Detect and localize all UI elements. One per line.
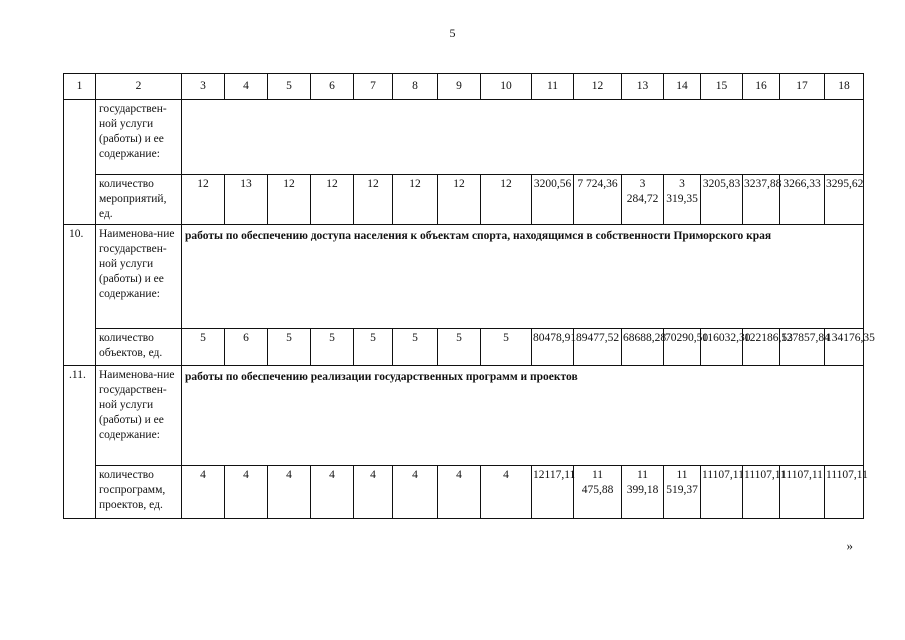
value-cell: 4 bbox=[311, 466, 354, 519]
metric-label: количество мероприятий, ед. bbox=[96, 175, 182, 225]
value-cell: 127857,84 bbox=[780, 329, 825, 366]
value-cell: 3237,88 bbox=[743, 175, 780, 225]
value-cell: 5 bbox=[311, 329, 354, 366]
value-cell: 11107,11 bbox=[825, 466, 864, 519]
value-cell: 5 bbox=[182, 329, 225, 366]
header-cell: 1 bbox=[64, 74, 96, 100]
value-cell: 4 bbox=[481, 466, 532, 519]
value-cell: 4 bbox=[182, 466, 225, 519]
service-label: Наименова-ние государствен-ной услуги (работы) и ее содержание: bbox=[96, 225, 182, 329]
header-cell: 11 bbox=[532, 74, 574, 100]
table-row bbox=[64, 100, 864, 175]
value-cell: 11107,11 bbox=[743, 466, 780, 519]
value-cell: 12 bbox=[354, 175, 393, 225]
service-label: Наименова-ние государствен-ной услуги (работы) и ее содержание: bbox=[96, 366, 182, 466]
header-cell: 12 bbox=[574, 74, 622, 100]
header-cell: 6 bbox=[311, 74, 354, 100]
value-cell: 4 bbox=[438, 466, 481, 519]
value-cell: 5 bbox=[268, 329, 311, 366]
work-name: работы по обеспечению доступа населения к объектам спорта, находящимся в собственности Приморского края bbox=[182, 225, 864, 329]
table-row bbox=[64, 366, 864, 466]
value-cell: 5 bbox=[481, 329, 532, 366]
state-services-table bbox=[63, 73, 875, 519]
row-index-cell bbox=[64, 100, 96, 225]
value-cell: 12 bbox=[268, 175, 311, 225]
value-cell: 11 475,88 bbox=[574, 466, 622, 519]
table-row bbox=[64, 225, 864, 329]
value-cell: 3266,33 bbox=[780, 175, 825, 225]
header-cell: 18 bbox=[825, 74, 864, 100]
page-number: 5 bbox=[449, 26, 456, 40]
value-cell: 12 bbox=[438, 175, 481, 225]
value-cell: 13 bbox=[225, 175, 268, 225]
closing-quote: » bbox=[846, 538, 853, 553]
table-row bbox=[64, 175, 864, 225]
value-cell: 89477,52 bbox=[574, 329, 622, 366]
value-cell: 3200,56 bbox=[532, 175, 574, 225]
header-cell: 8 bbox=[393, 74, 438, 100]
value-cell: 3 284,72 bbox=[622, 175, 664, 225]
value-cell: 4 bbox=[393, 466, 438, 519]
work-name: работы по обеспечению реализации государственных программ и проектов bbox=[182, 366, 864, 466]
header-cell: 4 bbox=[225, 74, 268, 100]
row-index: 10. bbox=[64, 225, 96, 366]
value-cell: 12 bbox=[393, 175, 438, 225]
value-cell: 12 bbox=[311, 175, 354, 225]
value-cell: 4 bbox=[268, 466, 311, 519]
table-row bbox=[64, 466, 864, 519]
value-cell: 12117,11 bbox=[532, 466, 574, 519]
header-cell: 7 bbox=[354, 74, 393, 100]
value-cell: 12 bbox=[182, 175, 225, 225]
header-cell: 16 bbox=[743, 74, 780, 100]
value-cell: 4 bbox=[225, 466, 268, 519]
value-cell: 134176,35 bbox=[825, 329, 864, 366]
value-cell: 116032,30 bbox=[701, 329, 743, 366]
service-label: государствен-ной услуги (работы) и ее содержание: bbox=[96, 100, 182, 175]
header-row bbox=[64, 74, 864, 100]
value-cell: 3295,62 bbox=[825, 175, 864, 225]
header-cell: 14 bbox=[664, 74, 701, 100]
value-cell: 11107,11 bbox=[780, 466, 825, 519]
value-cell: 7 724,36 bbox=[574, 175, 622, 225]
header-cell: 5 bbox=[268, 74, 311, 100]
value-cell: 11 399,18 bbox=[622, 466, 664, 519]
value-cell: 6 bbox=[225, 329, 268, 366]
metric-label: количество объектов, ед. bbox=[96, 329, 182, 366]
metric-label: количество госпрограмм, проектов, ед. bbox=[96, 466, 182, 519]
row-index: .11. bbox=[64, 366, 96, 519]
value-cell: 5 bbox=[438, 329, 481, 366]
value-cell: 12 bbox=[481, 175, 532, 225]
header-cell: 15 bbox=[701, 74, 743, 100]
value-cell: 11 519,37 bbox=[664, 466, 701, 519]
table-row bbox=[64, 329, 864, 366]
value-cell: 3205,83 bbox=[701, 175, 743, 225]
value-cell: 11107,11 bbox=[701, 466, 743, 519]
header-cell: 13 bbox=[622, 74, 664, 100]
header-cell: 17 bbox=[780, 74, 825, 100]
value-cell: 70290,50 bbox=[664, 329, 701, 366]
header-cell: 2 bbox=[96, 74, 182, 100]
value-cell: 5 bbox=[354, 329, 393, 366]
value-cell: 5 bbox=[393, 329, 438, 366]
header-cell: 10 bbox=[481, 74, 532, 100]
value-cell: 122186,53 bbox=[743, 329, 780, 366]
value-cell: 68688,28 bbox=[622, 329, 664, 366]
value-cell: 3 319,35 bbox=[664, 175, 701, 225]
work-name-cell bbox=[182, 100, 864, 175]
header-cell: 3 bbox=[182, 74, 225, 100]
header-cell: 9 bbox=[438, 74, 481, 100]
value-cell: 80478,91 bbox=[532, 329, 574, 366]
value-cell: 4 bbox=[354, 466, 393, 519]
